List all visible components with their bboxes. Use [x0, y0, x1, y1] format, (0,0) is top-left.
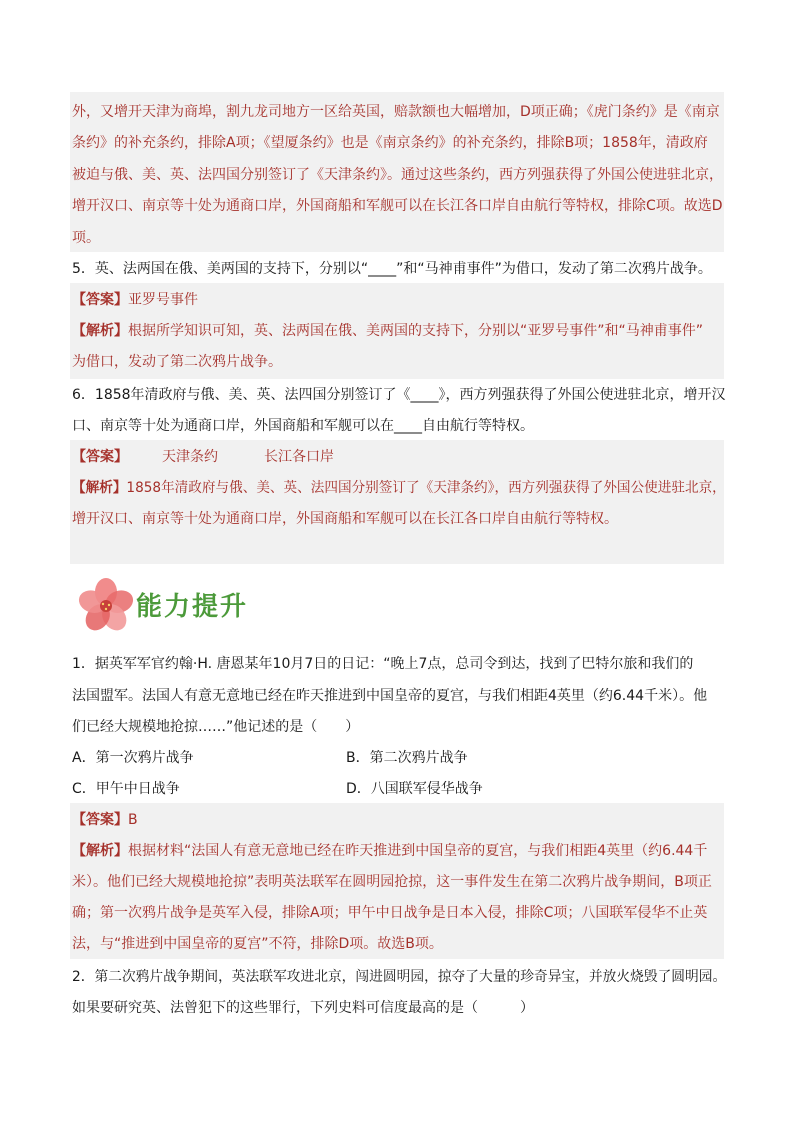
q5-question: 5．英、法两国在俄、美两国的支持下，分别以“____”和“马神甫事件”为借口，发动了第二次鸦片战争。	[72, 261, 712, 277]
plum-blossom-icon	[74, 576, 138, 636]
p1-answer: B	[128, 812, 138, 828]
p1-analysis-2: 米）。他们已经大规模地抢掠”表明英法联军在圆明园抢掠，这一事件发生在第二次鸦片战争期间，B项正	[72, 874, 712, 890]
section-title: 能力提升	[136, 592, 249, 622]
q6-analysis-1: 1858年清政府与俄、美、英、法四国分别签订了《天津条约》，西方列强获得了外国公使进驻北京，	[126, 480, 726, 496]
p2-question-1: 2．第二次鸦片战争期间，英法联军攻进北京，闯进圆明园，掠夺了大量的珍奇异宝，并放火烧毁了圆明园。	[72, 969, 727, 985]
top-analysis-line-3: 被迫与俄、美、英、法四国分别签订了《天津条约》。通过这些条约，西方列强获得了外国公使进驻北京，	[72, 167, 723, 183]
q5-analysis-1: 根据所学知识可知，英、法两国在俄、美两国的支持下，分别以“亚罗号事件”和“马神甫事件”	[128, 323, 704, 339]
p1-analysis-row	[72, 841, 707, 861]
q5-answer-row	[72, 290, 198, 310]
p1-question-1: 1．据英军军官约翰·H. 唐恩某年10月7日的日记：“晚上7点，总司令到达，找到了巴特尔旅和我们的	[72, 656, 694, 672]
p1-analysis-4: 法，与“推进到中国皇帝的夏宫”不符，排除D项。故选B项。	[72, 936, 443, 952]
q6-answer-row	[72, 447, 334, 467]
q6-analysis-row	[72, 478, 726, 498]
q6-answer-a: 天津条约	[162, 449, 218, 465]
p1-question-2: 法国盟军。法国人有意无意地已经在昨天推进到中国皇帝的夏宫，与我们相距4英里（约6.44千米）。他	[72, 688, 708, 704]
analysis-tag: 【解析】	[72, 480, 127, 496]
q6-analysis-2: 增开汉口、南京等十处为通商口岸，外国商船和军舰可以在长江各口岸自由航行等特权。	[72, 511, 618, 527]
answer-tag: 【答案】	[72, 812, 128, 828]
p1-answer-row	[72, 810, 138, 830]
p1-option-d: D．八国联军侵华战争	[346, 781, 483, 797]
p1-analysis-3: 确；第一次鸦片战争是英军入侵，排除A项；甲午中日战争是日本入侵，排除C项；八国联军侵华不止英	[72, 905, 708, 921]
q6-question-2: 口、南京等十处为通商口岸，外国商船和军舰可以在____自由航行等特权。	[72, 418, 534, 434]
q6-answer-b: 长江各口岸	[264, 449, 334, 465]
q5-analysis-2: 为借口，发动了第二次鸦片战争。	[72, 354, 282, 370]
top-analysis-line-5: 项。	[72, 230, 100, 246]
q6-question-1: 6．1858年清政府与俄、美、英、法四国分别签订了《____》，西方列强获得了外国公使进驻北京，增开汉	[72, 387, 726, 403]
top-analysis-line-4: 增开汉口、南京等十处为通商口岸，外国商船和军舰可以在长江各口岸自由航行等特权，排除C项。故选D	[72, 198, 723, 214]
analysis-tag: 【解析】	[72, 843, 128, 859]
answer-tag: 【答案】	[72, 292, 128, 308]
analysis-tag: 【解析】	[72, 323, 128, 339]
answer-tag: 【答案】	[72, 449, 128, 465]
p1-option-b: B．第二次鸦片战争	[346, 750, 468, 766]
top-analysis-line-2: 条约》的补充条约，排除A项；《望厦条约》也是《南京条约》的补充条约，排除B项；1858年，清政府	[72, 135, 708, 151]
p1-question-3: 们已经大规模地抢掠……”他记述的是（ ）	[72, 719, 360, 735]
top-analysis-line-1: 外，又增开天津为商埠，割九龙司地方一区给英国，赔款额也大幅增加，D项正确；《虎门条约》是《南京	[72, 104, 720, 120]
q5-answer: 亚罗号事件	[128, 292, 198, 308]
p1-analysis-1: 根据材料“法国人有意无意地已经在昨天推进到中国皇帝的夏宫，与我们相距4英里（约6.44千	[128, 843, 708, 859]
p1-option-c: C．甲午中日战争	[72, 781, 180, 797]
p1-option-a: A．第一次鸦片战争	[72, 750, 194, 766]
p2-question-2: 如果要研究英、法曾犯下的这些罪行，下列史料可信度最高的是（ ）	[72, 1000, 534, 1016]
q5-analysis-row	[72, 321, 703, 341]
